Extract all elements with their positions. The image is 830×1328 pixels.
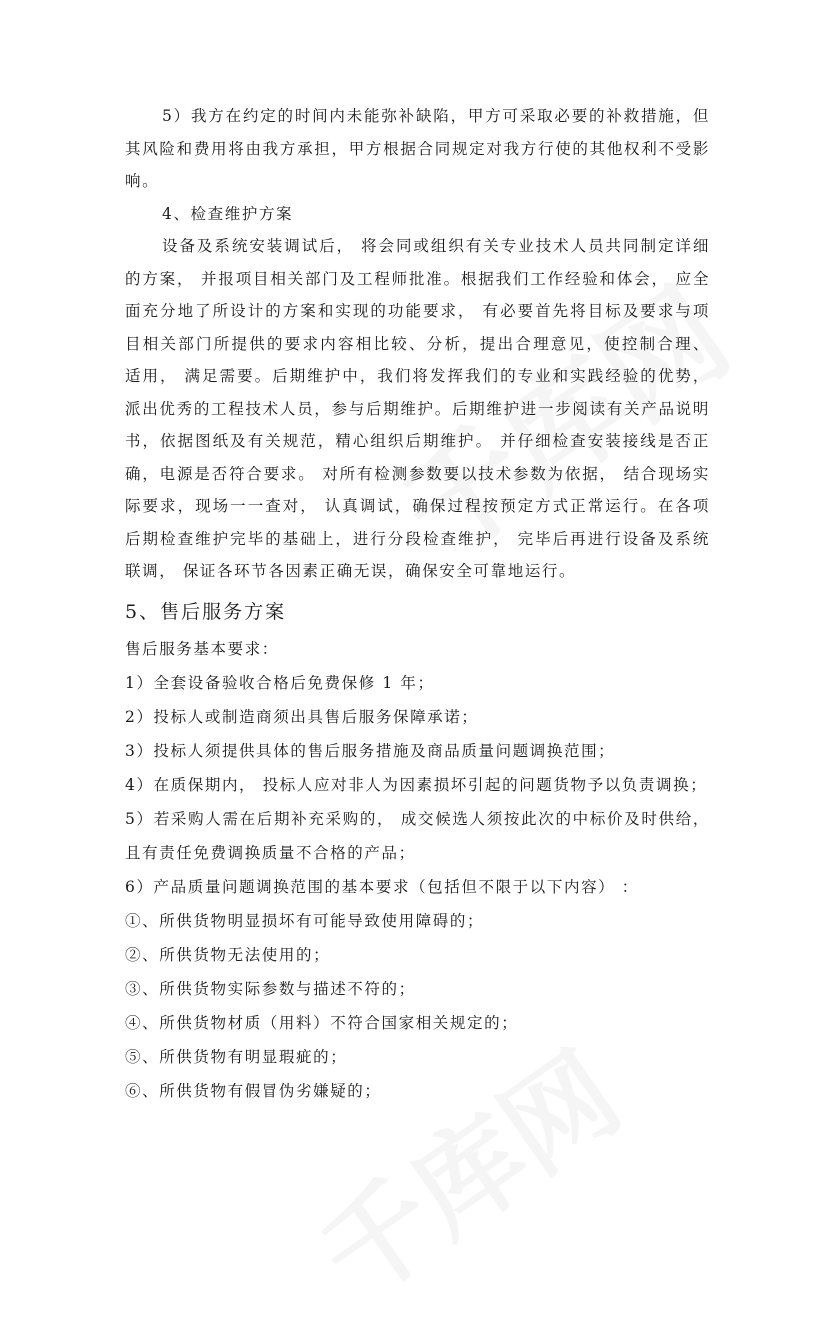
list-item: ①、所供货物明显损坏有可能导致使用障碍的；	[125, 911, 485, 930]
paragraph-remedy: 5）我方在约定的时间内未能弥补缺陷，甲方可采取必要的补救措施，但其风险和费用将由我方承担，甲方根据合同规定对我方行使的其他权利不受影响。	[125, 107, 710, 190]
list-item: 2）投标人或制造商须出具售后服务保障承诺；	[125, 707, 479, 726]
list-item: 6）产品质量问题调换范围的基本要求（包括但不限于以下内容） ：	[125, 877, 639, 896]
list-item: 4）在质保期内， 投标人应对非人为因素损坏引起的问题货物予以负责调换；	[125, 775, 708, 794]
list-item: 5）若采购人需在后期补充采购的， 成交候选人须按此次的中标价及时供给，且有责任免费调换质量不合格的产品；	[125, 809, 710, 862]
list-item: 3）投标人须提供具体的售后服务措施及商品质量问题调换范围；	[125, 741, 616, 760]
list-item: ⑤、所供货物有明显瑕疵的；	[125, 1047, 348, 1066]
requirements-intro: 售后服务基本要求：	[125, 639, 279, 658]
section-4-heading: 4、检查维护方案	[162, 204, 294, 223]
scope-list	[125, 904, 710, 1108]
document-body	[125, 100, 710, 1108]
list-item: ⑥、所供货物有假冒伪劣嫌疑的；	[125, 1081, 382, 1100]
section-5-heading: 5、售后服务方案	[125, 600, 287, 623]
requirements-list	[125, 632, 710, 904]
list-item: ②、所供货物无法使用的；	[125, 945, 331, 964]
list-item: ④、所供货物材质（用料）不符合国家相关规定的；	[125, 1013, 519, 1032]
section-4-body: 设备及系统安装调试后， 将会同或组织有关专业技术人员共同制定详细的方案， 并报项目相关部门及工程师批准。根据我们工作经验和体会， 应全面充分地了所设计的方案和实现的功能要求， 有必要首先将目标及要求与项目相关部门所提供的要求内容相比较、分析，提出合理意见，使控制合理、 适用， 满足需要。后期维护中，我们将发挥我们的专业和实践经验的优势，派出优秀的工程技术人员，参与后期维护。后期维护进一步阅读有关产品说明书，依据图纸及有关规范，精心组织后期维护。 并仔细检查安装接线是否正确，电源是否符合要求。 对所有检测参数要以技术参数为依据， 结合现场实际要求，现场一一查对， 认真调试，确保过程按预定方式正常运行。在各项后期检查维护完毕的基础上，进行分段检查维护， 完毕后再进行设备及系统联调， 保证各环节各因素正确无误，确保安全可靠地运行。	[125, 237, 710, 580]
list-item: ③、所供货物实际参数与描述不符的；	[125, 979, 416, 998]
list-item: 1）全套设备验收合格后免费保修 1 年；	[125, 673, 435, 692]
